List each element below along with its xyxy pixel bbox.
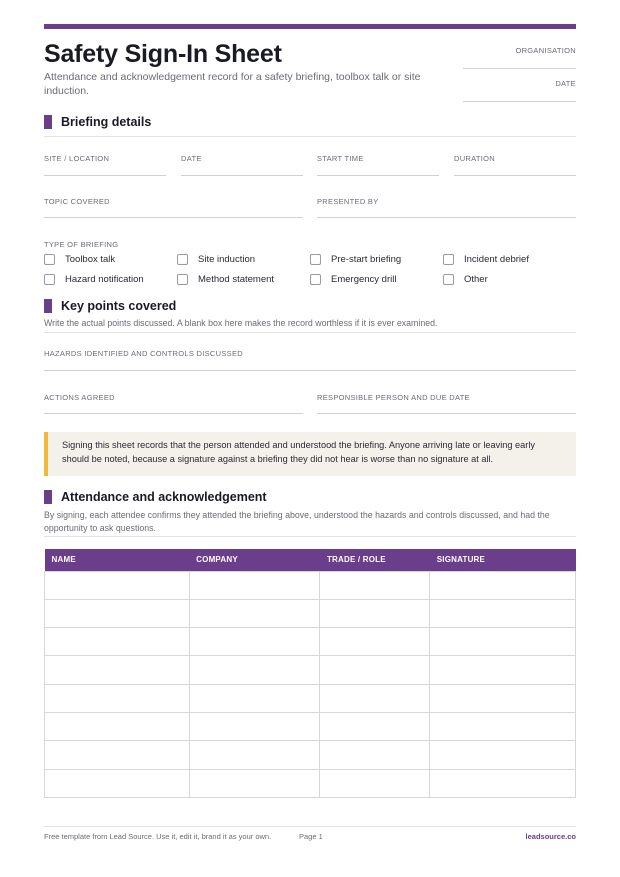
footer-note: Free template from Lead Source. Use it, edit it, brand it as your own. (44, 832, 272, 841)
signature-cell[interactable] (430, 656, 576, 684)
name-cell[interactable] (45, 741, 190, 769)
start-time-field[interactable] (317, 175, 439, 176)
name-cell[interactable] (45, 656, 190, 684)
site-label: SITE / LOCATION (44, 154, 110, 163)
header-date-label: DATE (555, 79, 576, 88)
checkbox-pre-start-briefing[interactable] (310, 254, 401, 265)
table-row (45, 684, 576, 712)
company-cell[interactable] (189, 741, 320, 769)
role-cell[interactable] (320, 656, 430, 684)
name-cell[interactable] (45, 769, 190, 797)
signature-cell[interactable] (430, 769, 576, 797)
signature-cell[interactable] (430, 628, 576, 656)
checkbox-box[interactable] (177, 254, 188, 265)
table-row (45, 599, 576, 627)
briefing-section-heading (44, 115, 151, 129)
checkbox-hazard-notification[interactable] (44, 274, 144, 285)
presented-by-label: PRESENTED BY (317, 197, 379, 206)
checkbox-method-statement[interactable] (177, 274, 274, 285)
table-header-row (45, 549, 576, 571)
date-label: DATE (181, 154, 202, 163)
section-marker (44, 299, 52, 313)
checkbox-emergency-drill[interactable] (310, 274, 396, 285)
duration-label: DURATION (454, 154, 496, 163)
page-title: Safety Sign-In Sheet (44, 40, 282, 68)
signature-cell[interactable] (430, 684, 576, 712)
section-divider (44, 332, 576, 333)
company-cell[interactable] (189, 769, 320, 797)
presented-by-field[interactable] (317, 217, 576, 218)
table-row (45, 656, 576, 684)
checkbox-toolbox-talk[interactable] (44, 254, 115, 265)
role-cell[interactable] (320, 769, 430, 797)
organisation-label: ORGANISATION (515, 46, 576, 55)
accent-bar (44, 24, 576, 29)
callout-text: Signing this sheet records that the person attended and understood the briefing. Anyone arriving late or leaving early should be noted, because a signature against a briefing they did not hear is worse than no signature at all. (62, 440, 535, 464)
topic-field[interactable] (44, 217, 303, 218)
checkbox-box[interactable] (44, 254, 55, 265)
checkbox-other[interactable] (443, 274, 488, 285)
checkbox-label: Toolbox talk (65, 254, 116, 265)
topic-label: TOPIC COVERED (44, 197, 110, 206)
site-field[interactable] (44, 175, 166, 176)
role-cell[interactable] (320, 628, 430, 656)
column-header-name: NAME (45, 549, 190, 571)
page-number: Page 1 (299, 832, 323, 841)
table-row (45, 741, 576, 769)
page-subtitle: Attendance and acknowledgement record for a safety briefing, toolbox talk or site induction. (44, 71, 421, 97)
signature-cell[interactable] (430, 599, 576, 627)
attendance-heading-text: Attendance and acknowledgement (61, 490, 267, 504)
checkbox-box[interactable] (44, 274, 55, 285)
checkbox-label: Incident debrief (464, 254, 529, 265)
briefing-heading-text: Briefing details (61, 115, 152, 129)
checkbox-site-induction[interactable] (177, 254, 255, 265)
role-cell[interactable] (320, 712, 430, 740)
company-cell[interactable] (189, 684, 320, 712)
warning-callout (44, 432, 576, 476)
hazards-label: HAZARDS IDENTIFIED AND CONTROLS DISCUSSED (44, 349, 243, 358)
table-row (45, 571, 576, 599)
checkbox-label: Emergency drill (331, 274, 397, 285)
key-points-note: Write the actual points discussed. A blank box here makes the record worthless if it is ever examined. (44, 318, 438, 328)
duration-field[interactable] (454, 175, 576, 176)
footer-site-link[interactable]: leadsource.co (525, 832, 576, 841)
section-marker (44, 115, 52, 129)
company-cell[interactable] (189, 656, 320, 684)
signature-cell[interactable] (430, 571, 576, 599)
organisation-field[interactable] (463, 68, 576, 69)
responsible-label: RESPONSIBLE PERSON AND DUE DATE (317, 393, 470, 402)
start-time-label: START TIME (317, 154, 364, 163)
signature-cell[interactable] (430, 712, 576, 740)
section-divider (44, 136, 576, 137)
checkbox-box[interactable] (443, 254, 454, 265)
key-points-heading-text: Key points covered (61, 299, 177, 313)
checkbox-label: Hazard notification (65, 274, 144, 285)
name-cell[interactable] (45, 712, 190, 740)
company-cell[interactable] (189, 712, 320, 740)
date-field[interactable] (181, 175, 303, 176)
actions-field[interactable] (44, 413, 303, 414)
attendance-table (44, 549, 576, 798)
column-header-signature: SIGNATURE (430, 549, 576, 571)
checkbox-label: Site induction (198, 254, 256, 265)
actions-label: ACTIONS AGREED (44, 393, 115, 402)
checkbox-incident-debrief[interactable] (443, 254, 529, 265)
attendance-description: By signing, each attendee confirms they attended the briefing above, understood the hazards and controls discussed, and had the opportunity to ask questions. (44, 510, 550, 533)
name-cell[interactable] (45, 599, 190, 627)
attendance-rows (45, 571, 576, 797)
role-cell[interactable] (320, 599, 430, 627)
table-row (45, 712, 576, 740)
checkbox-label: Pre-start briefing (331, 254, 402, 265)
briefing-type-label: TYPE OF BRIEFING (44, 240, 119, 249)
checkbox-box[interactable] (443, 274, 454, 285)
column-header-role: TRADE / ROLE (320, 549, 430, 571)
header-date-field[interactable] (463, 101, 576, 102)
hazards-field[interactable] (44, 370, 576, 371)
role-cell[interactable] (320, 571, 430, 599)
section-marker (44, 490, 52, 504)
checkbox-box[interactable] (310, 274, 321, 285)
checkbox-label: Method statement (198, 274, 275, 285)
checkbox-box[interactable] (177, 274, 188, 285)
role-cell[interactable] (320, 741, 430, 769)
company-cell[interactable] (189, 628, 320, 656)
table-row (45, 769, 576, 797)
name-cell[interactable] (45, 628, 190, 656)
checkbox-box[interactable] (310, 254, 321, 265)
responsible-field[interactable] (317, 413, 576, 414)
company-cell[interactable] (189, 571, 320, 599)
name-cell[interactable] (45, 571, 190, 599)
column-header-company: COMPANY (189, 549, 320, 571)
checkbox-label: Other (464, 274, 488, 285)
footer-divider (44, 826, 576, 827)
attendance-section-heading (44, 490, 267, 504)
role-cell[interactable] (320, 684, 430, 712)
company-cell[interactable] (189, 599, 320, 627)
signature-cell[interactable] (430, 741, 576, 769)
section-divider (44, 536, 576, 537)
key-points-section-heading (44, 299, 176, 313)
table-row (45, 628, 576, 656)
name-cell[interactable] (45, 684, 190, 712)
